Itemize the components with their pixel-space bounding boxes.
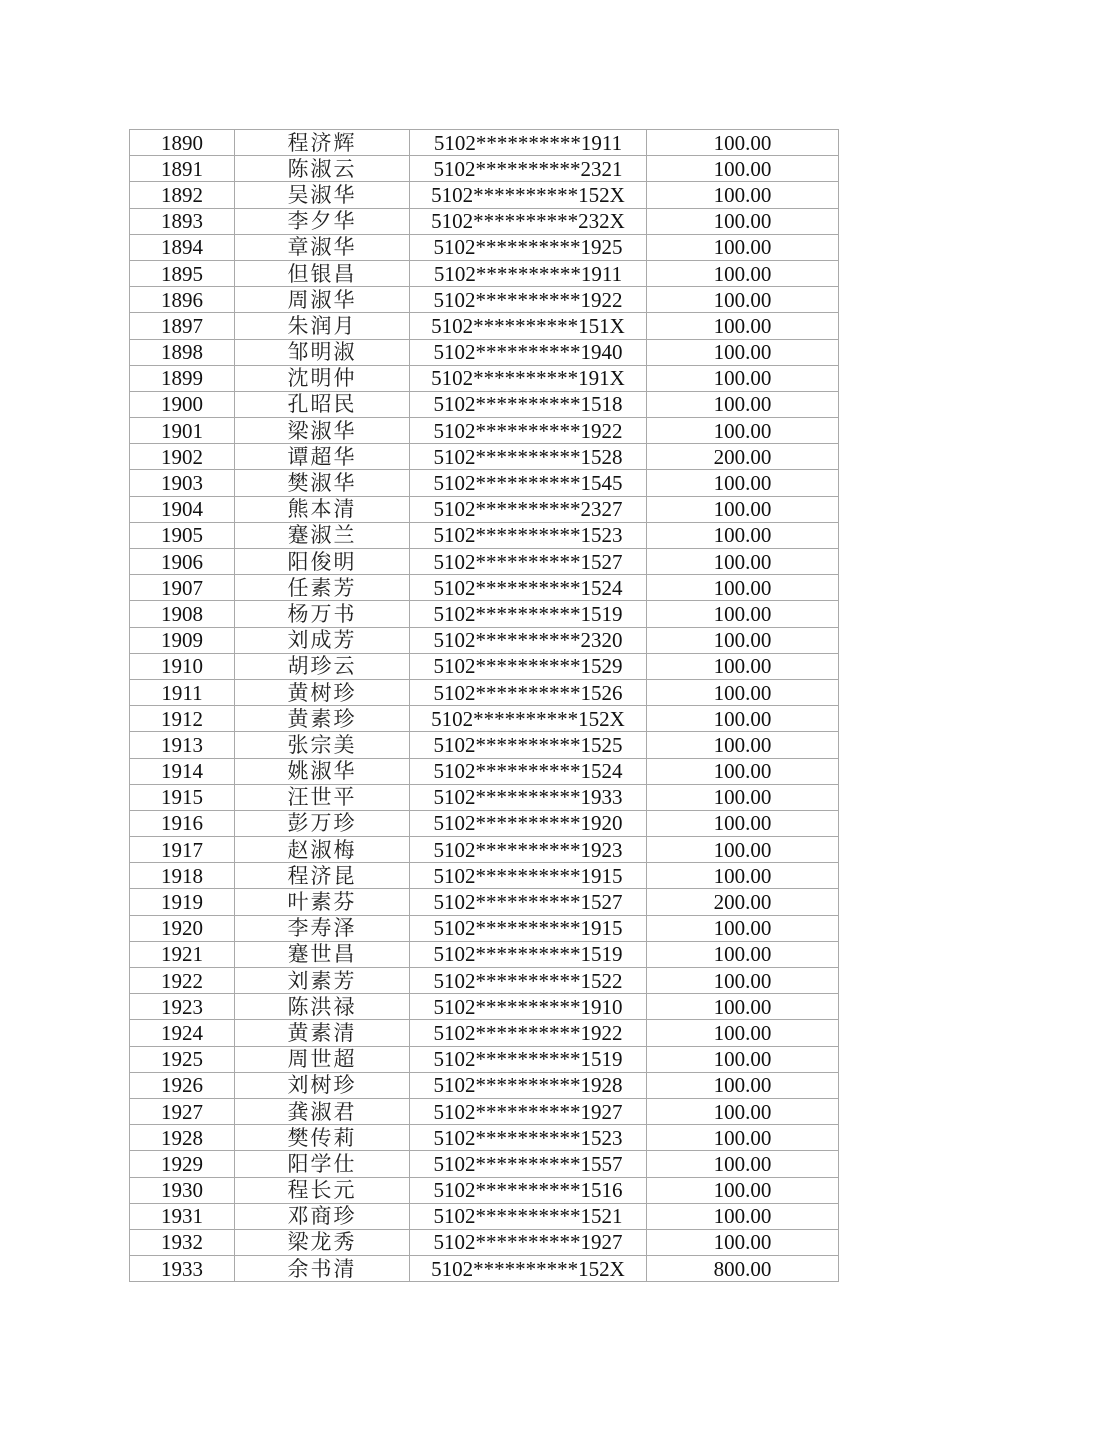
amount-cell: 100.00 bbox=[647, 968, 839, 994]
table-row bbox=[130, 1046, 839, 1072]
table-row bbox=[130, 156, 839, 182]
name-cell: 周淑华 bbox=[235, 287, 410, 313]
name-cell: 叶素芬 bbox=[235, 889, 410, 915]
table-row bbox=[130, 182, 839, 208]
row-number-cell: 1933 bbox=[130, 1256, 235, 1282]
amount-cell: 100.00 bbox=[647, 287, 839, 313]
amount-cell: 100.00 bbox=[647, 1177, 839, 1203]
row-number-cell: 1932 bbox=[130, 1229, 235, 1255]
row-number-cell: 1914 bbox=[130, 758, 235, 784]
name-cell: 樊传莉 bbox=[235, 1125, 410, 1151]
table-row bbox=[130, 130, 839, 156]
id-number-cell: 5102**********1915 bbox=[410, 863, 647, 889]
amount-cell: 100.00 bbox=[647, 418, 839, 444]
table-row bbox=[130, 915, 839, 941]
name-cell: 程济昆 bbox=[235, 863, 410, 889]
row-number-cell: 1901 bbox=[130, 418, 235, 444]
row-number-cell: 1919 bbox=[130, 889, 235, 915]
id-number-cell: 5102**********1516 bbox=[410, 1177, 647, 1203]
table-row bbox=[130, 732, 839, 758]
id-number-cell: 5102**********1525 bbox=[410, 732, 647, 758]
amount-cell: 100.00 bbox=[647, 1151, 839, 1177]
id-number-cell: 5102**********1519 bbox=[410, 601, 647, 627]
amount-cell: 100.00 bbox=[647, 470, 839, 496]
amount-cell: 100.00 bbox=[647, 365, 839, 391]
name-cell: 周世超 bbox=[235, 1046, 410, 1072]
name-cell: 邹明淑 bbox=[235, 339, 410, 365]
table-row bbox=[130, 287, 839, 313]
amount-cell: 100.00 bbox=[647, 810, 839, 836]
amount-cell: 100.00 bbox=[647, 182, 839, 208]
name-cell: 李夕华 bbox=[235, 208, 410, 234]
name-cell: 阳俊明 bbox=[235, 549, 410, 575]
amount-cell: 100.00 bbox=[647, 994, 839, 1020]
name-cell: 但银昌 bbox=[235, 260, 410, 286]
row-number-cell: 1917 bbox=[130, 837, 235, 863]
subsidy-ledger-table bbox=[129, 129, 839, 1282]
amount-cell: 100.00 bbox=[647, 706, 839, 732]
row-number-cell: 1931 bbox=[130, 1203, 235, 1229]
amount-cell: 100.00 bbox=[647, 1125, 839, 1151]
table-row bbox=[130, 1256, 839, 1282]
id-number-cell: 5102**********1523 bbox=[410, 1125, 647, 1151]
name-cell: 刘成芳 bbox=[235, 627, 410, 653]
table-row bbox=[130, 208, 839, 234]
name-cell: 黄树珍 bbox=[235, 679, 410, 705]
amount-cell: 100.00 bbox=[647, 496, 839, 522]
name-cell: 程济辉 bbox=[235, 130, 410, 156]
row-number-cell: 1892 bbox=[130, 182, 235, 208]
name-cell: 李寿泽 bbox=[235, 915, 410, 941]
id-number-cell: 5102**********1522 bbox=[410, 968, 647, 994]
amount-cell: 200.00 bbox=[647, 889, 839, 915]
row-number-cell: 1900 bbox=[130, 391, 235, 417]
table-row bbox=[130, 234, 839, 260]
amount-cell: 100.00 bbox=[647, 522, 839, 548]
table-row bbox=[130, 679, 839, 705]
name-cell: 邓商珍 bbox=[235, 1203, 410, 1229]
amount-cell: 100.00 bbox=[647, 837, 839, 863]
id-number-cell: 5102**********1529 bbox=[410, 653, 647, 679]
table-row bbox=[130, 391, 839, 417]
ledger-table-body bbox=[130, 130, 839, 1282]
amount-cell: 200.00 bbox=[647, 444, 839, 470]
row-number-cell: 1911 bbox=[130, 679, 235, 705]
amount-cell: 100.00 bbox=[647, 130, 839, 156]
row-number-cell: 1904 bbox=[130, 496, 235, 522]
id-number-cell: 5102**********1940 bbox=[410, 339, 647, 365]
name-cell: 吴淑华 bbox=[235, 182, 410, 208]
row-number-cell: 1916 bbox=[130, 810, 235, 836]
name-cell: 孔昭民 bbox=[235, 391, 410, 417]
amount-cell: 100.00 bbox=[647, 260, 839, 286]
row-number-cell: 1926 bbox=[130, 1072, 235, 1098]
id-number-cell: 5102**********1910 bbox=[410, 994, 647, 1020]
row-number-cell: 1920 bbox=[130, 915, 235, 941]
id-number-cell: 5102**********1523 bbox=[410, 522, 647, 548]
table-row bbox=[130, 313, 839, 339]
amount-cell: 100.00 bbox=[647, 758, 839, 784]
name-cell: 陈洪禄 bbox=[235, 994, 410, 1020]
name-cell: 胡珍云 bbox=[235, 653, 410, 679]
name-cell: 余书清 bbox=[235, 1256, 410, 1282]
table-row bbox=[130, 1203, 839, 1229]
row-number-cell: 1906 bbox=[130, 549, 235, 575]
row-number-cell: 1903 bbox=[130, 470, 235, 496]
amount-cell: 100.00 bbox=[647, 784, 839, 810]
table-row bbox=[130, 1177, 839, 1203]
id-number-cell: 5102**********1911 bbox=[410, 130, 647, 156]
table-row bbox=[130, 444, 839, 470]
name-cell: 刘树珍 bbox=[235, 1072, 410, 1098]
name-cell: 熊本清 bbox=[235, 496, 410, 522]
id-number-cell: 5102**********1527 bbox=[410, 889, 647, 915]
name-cell: 赵淑梅 bbox=[235, 837, 410, 863]
row-number-cell: 1897 bbox=[130, 313, 235, 339]
table-row bbox=[130, 941, 839, 967]
name-cell: 龚淑君 bbox=[235, 1098, 410, 1124]
table-row bbox=[130, 837, 839, 863]
amount-cell: 100.00 bbox=[647, 1229, 839, 1255]
amount-cell: 100.00 bbox=[647, 601, 839, 627]
id-number-cell: 5102**********1545 bbox=[410, 470, 647, 496]
row-number-cell: 1924 bbox=[130, 1020, 235, 1046]
name-cell: 陈淑云 bbox=[235, 156, 410, 182]
id-number-cell: 5102**********151X bbox=[410, 313, 647, 339]
row-number-cell: 1894 bbox=[130, 234, 235, 260]
table-row bbox=[130, 575, 839, 601]
table-row bbox=[130, 522, 839, 548]
table-row bbox=[130, 810, 839, 836]
name-cell: 彭万珍 bbox=[235, 810, 410, 836]
amount-cell: 100.00 bbox=[647, 234, 839, 260]
row-number-cell: 1905 bbox=[130, 522, 235, 548]
id-number-cell: 5102**********152X bbox=[410, 1256, 647, 1282]
amount-cell: 100.00 bbox=[647, 549, 839, 575]
id-number-cell: 5102**********1927 bbox=[410, 1098, 647, 1124]
row-number-cell: 1918 bbox=[130, 863, 235, 889]
name-cell: 黄素清 bbox=[235, 1020, 410, 1046]
amount-cell: 800.00 bbox=[647, 1256, 839, 1282]
amount-cell: 100.00 bbox=[647, 1098, 839, 1124]
table-row bbox=[130, 496, 839, 522]
row-number-cell: 1930 bbox=[130, 1177, 235, 1203]
table-row bbox=[130, 994, 839, 1020]
id-number-cell: 5102**********232X bbox=[410, 208, 647, 234]
amount-cell: 100.00 bbox=[647, 1203, 839, 1229]
amount-cell: 100.00 bbox=[647, 915, 839, 941]
amount-cell: 100.00 bbox=[647, 1072, 839, 1098]
amount-cell: 100.00 bbox=[647, 941, 839, 967]
table-row bbox=[130, 365, 839, 391]
name-cell: 姚淑华 bbox=[235, 758, 410, 784]
row-number-cell: 1899 bbox=[130, 365, 235, 391]
row-number-cell: 1890 bbox=[130, 130, 235, 156]
id-number-cell: 5102**********2327 bbox=[410, 496, 647, 522]
name-cell: 杨万书 bbox=[235, 601, 410, 627]
name-cell: 梁淑华 bbox=[235, 418, 410, 444]
row-number-cell: 1907 bbox=[130, 575, 235, 601]
id-number-cell: 5102**********1911 bbox=[410, 260, 647, 286]
name-cell: 黄素珍 bbox=[235, 706, 410, 732]
row-number-cell: 1929 bbox=[130, 1151, 235, 1177]
name-cell: 阳学仕 bbox=[235, 1151, 410, 1177]
table-row bbox=[130, 260, 839, 286]
id-number-cell: 5102**********152X bbox=[410, 706, 647, 732]
row-number-cell: 1925 bbox=[130, 1046, 235, 1072]
id-number-cell: 5102**********1557 bbox=[410, 1151, 647, 1177]
row-number-cell: 1909 bbox=[130, 627, 235, 653]
amount-cell: 100.00 bbox=[647, 339, 839, 365]
row-number-cell: 1895 bbox=[130, 260, 235, 286]
row-number-cell: 1912 bbox=[130, 706, 235, 732]
id-number-cell: 5102**********2320 bbox=[410, 627, 647, 653]
id-number-cell: 5102**********1528 bbox=[410, 444, 647, 470]
id-number-cell: 5102**********1524 bbox=[410, 575, 647, 601]
id-number-cell: 5102**********1922 bbox=[410, 287, 647, 313]
row-number-cell: 1915 bbox=[130, 784, 235, 810]
row-number-cell: 1923 bbox=[130, 994, 235, 1020]
table-row bbox=[130, 706, 839, 732]
table-row bbox=[130, 863, 839, 889]
amount-cell: 100.00 bbox=[647, 627, 839, 653]
amount-cell: 100.00 bbox=[647, 575, 839, 601]
row-number-cell: 1928 bbox=[130, 1125, 235, 1151]
table-row bbox=[130, 470, 839, 496]
id-number-cell: 5102**********1922 bbox=[410, 418, 647, 444]
table-row bbox=[130, 601, 839, 627]
amount-cell: 100.00 bbox=[647, 1020, 839, 1046]
row-number-cell: 1896 bbox=[130, 287, 235, 313]
amount-cell: 100.00 bbox=[647, 1046, 839, 1072]
id-number-cell: 5102**********1519 bbox=[410, 1046, 647, 1072]
row-number-cell: 1902 bbox=[130, 444, 235, 470]
id-number-cell: 5102**********1524 bbox=[410, 758, 647, 784]
id-number-cell: 5102**********1915 bbox=[410, 915, 647, 941]
amount-cell: 100.00 bbox=[647, 679, 839, 705]
id-number-cell: 5102**********191X bbox=[410, 365, 647, 391]
table-row bbox=[130, 784, 839, 810]
name-cell: 樊淑华 bbox=[235, 470, 410, 496]
table-row bbox=[130, 339, 839, 365]
id-number-cell: 5102**********1923 bbox=[410, 837, 647, 863]
row-number-cell: 1910 bbox=[130, 653, 235, 679]
row-number-cell: 1898 bbox=[130, 339, 235, 365]
row-number-cell: 1921 bbox=[130, 941, 235, 967]
table-row bbox=[130, 889, 839, 915]
table-row bbox=[130, 627, 839, 653]
row-number-cell: 1913 bbox=[130, 732, 235, 758]
amount-cell: 100.00 bbox=[647, 313, 839, 339]
table-row bbox=[130, 1151, 839, 1177]
row-number-cell: 1908 bbox=[130, 601, 235, 627]
name-cell: 程长元 bbox=[235, 1177, 410, 1203]
id-number-cell: 5102**********152X bbox=[410, 182, 647, 208]
amount-cell: 100.00 bbox=[647, 391, 839, 417]
name-cell: 朱润月 bbox=[235, 313, 410, 339]
id-number-cell: 5102**********1925 bbox=[410, 234, 647, 260]
amount-cell: 100.00 bbox=[647, 208, 839, 234]
name-cell: 梁龙秀 bbox=[235, 1229, 410, 1255]
name-cell: 汪世平 bbox=[235, 784, 410, 810]
table-row bbox=[130, 1125, 839, 1151]
table-row bbox=[130, 758, 839, 784]
row-number-cell: 1891 bbox=[130, 156, 235, 182]
row-number-cell: 1922 bbox=[130, 968, 235, 994]
id-number-cell: 5102**********1526 bbox=[410, 679, 647, 705]
id-number-cell: 5102**********1519 bbox=[410, 941, 647, 967]
table-row bbox=[130, 653, 839, 679]
name-cell: 任素芳 bbox=[235, 575, 410, 601]
table-row bbox=[130, 1020, 839, 1046]
name-cell: 张宗美 bbox=[235, 732, 410, 758]
amount-cell: 100.00 bbox=[647, 732, 839, 758]
amount-cell: 100.00 bbox=[647, 653, 839, 679]
table-row bbox=[130, 968, 839, 994]
table-row bbox=[130, 549, 839, 575]
row-number-cell: 1893 bbox=[130, 208, 235, 234]
id-number-cell: 5102**********1521 bbox=[410, 1203, 647, 1229]
name-cell: 刘素芳 bbox=[235, 968, 410, 994]
name-cell: 蹇世昌 bbox=[235, 941, 410, 967]
amount-cell: 100.00 bbox=[647, 156, 839, 182]
table-row bbox=[130, 1229, 839, 1255]
name-cell: 蹇淑兰 bbox=[235, 522, 410, 548]
id-number-cell: 5102**********1920 bbox=[410, 810, 647, 836]
id-number-cell: 5102**********1527 bbox=[410, 549, 647, 575]
id-number-cell: 5102**********1927 bbox=[410, 1229, 647, 1255]
id-number-cell: 5102**********2321 bbox=[410, 156, 647, 182]
id-number-cell: 5102**********1933 bbox=[410, 784, 647, 810]
id-number-cell: 5102**********1922 bbox=[410, 1020, 647, 1046]
id-number-cell: 5102**********1518 bbox=[410, 391, 647, 417]
table-row bbox=[130, 1098, 839, 1124]
table-row bbox=[130, 1072, 839, 1098]
table-row bbox=[130, 418, 839, 444]
name-cell: 谭超华 bbox=[235, 444, 410, 470]
amount-cell: 100.00 bbox=[647, 863, 839, 889]
name-cell: 沈明仲 bbox=[235, 365, 410, 391]
id-number-cell: 5102**********1928 bbox=[410, 1072, 647, 1098]
name-cell: 章淑华 bbox=[235, 234, 410, 260]
row-number-cell: 1927 bbox=[130, 1098, 235, 1124]
